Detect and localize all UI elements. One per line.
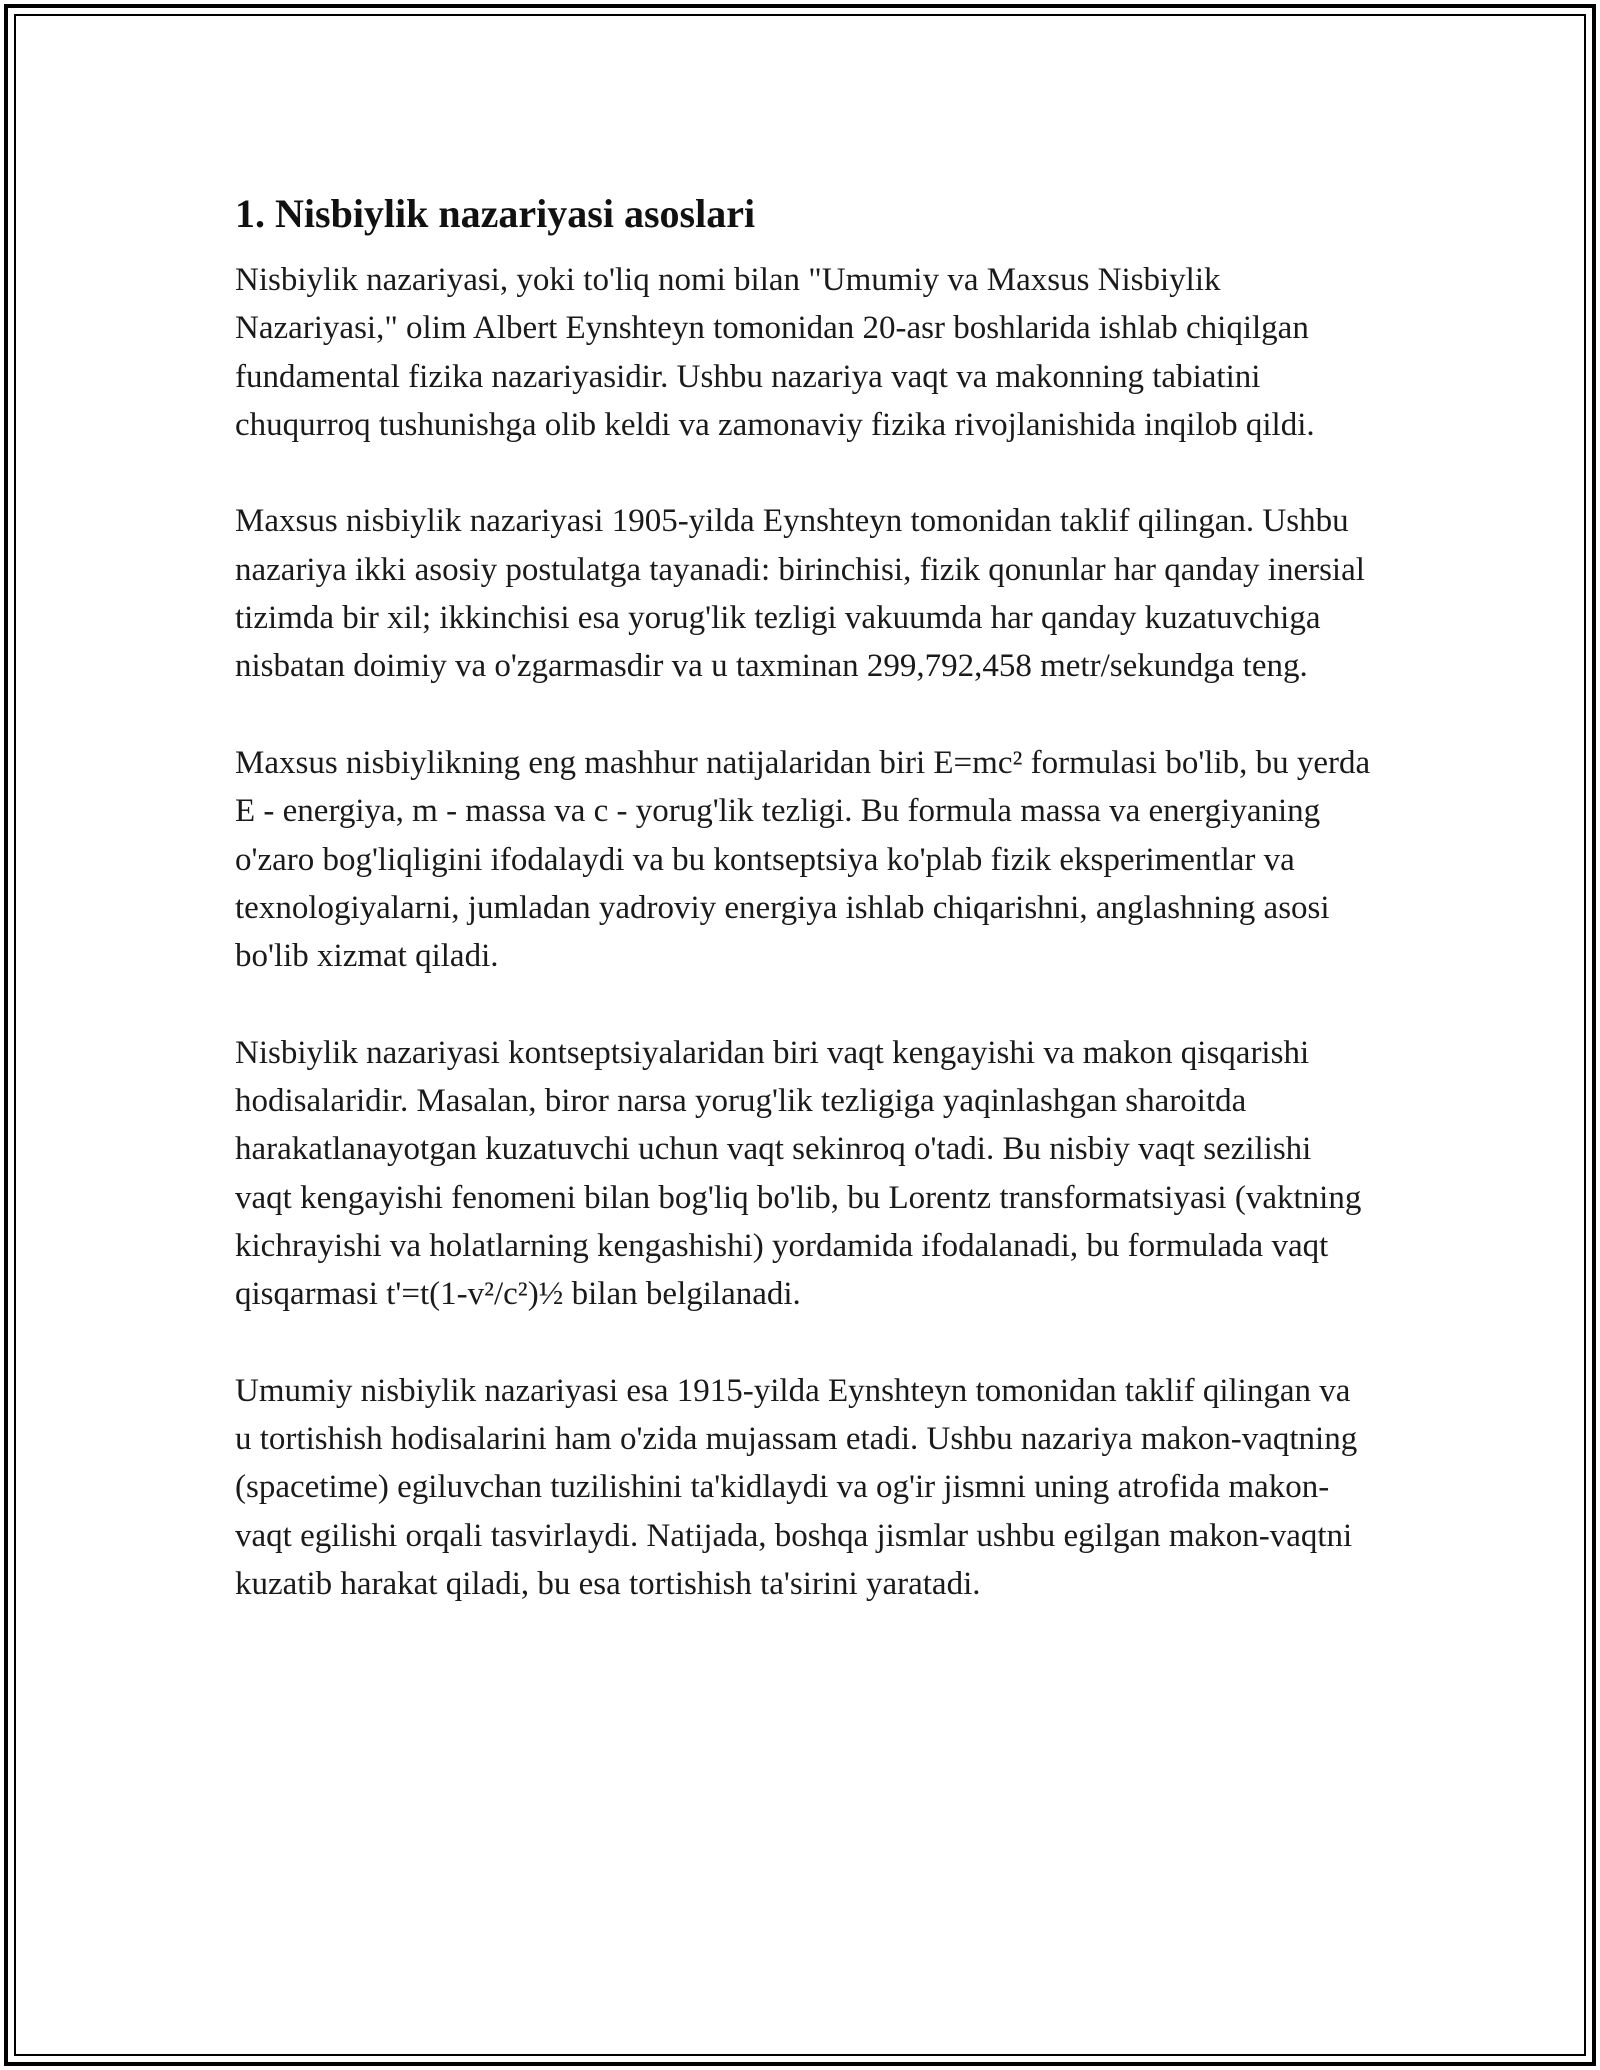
paragraph-mass-energy: Maxsus nisbiylikning eng mashhur natijalaridan biri E=mc² formulasi bo'lib, bu yerda E - energiya, m - massa va c - yorug'lik tezligi. Bu formula massa va energiyaning o'zaro bog'liqligini ifodalaydi va bu kontseptsiya ko'plab fizik eksperimentlar va texnologiyalarni, jumladan yadroviy energiya ishlab chiqarishni, anglashning asosi bo'lib xizmat qiladi. <box>235 744 1371 975</box>
paragraph-intro: Nisbiylik nazariyasi, yoki to'liq nomi bilan "Umumiy va Maxsus Nisbiylik Nazariyasi," olim Albert Eynshteyn tomonidan 20-asr boshlarida ishlab chiqilgan fundamental fizika nazariyasidir. Ushbu nazariya vaqt va makonning tabiatini chuqurroq tushunishga olib keldi va zamonaviy fizika rivojlanishida inqilob qildi. <box>235 262 1315 443</box>
paragraph-general-relativity: Umumiy nisbiylik nazariyasi esa 1915-yilda Eynshteyn tomonidan taklif qilingan va u tortishish hodisalarini ham o'zida mujassam etadi. Ushbu nazariya makon-vaqtning (spacetime) egiluvchan tuzilishini ta'kidlaydi va og'ir jismni uning atrofida makon-vaqt egilishi orqali tasvirlaydi. Natijada, boshqa jismlar ushbu egilgan makon-vaqtni kuzatib harakat qiladi, bu esa tortishish ta'sirini yaratadi. <box>235 1372 1358 1603</box>
document-body <box>235 186 1375 1657</box>
paragraph-special-relativity: Maxsus nisbiylik nazariyasi 1905-yilda Eynshteyn tomonidan taklif qilingan. Ushbu nazariya ikki asosiy postulatga tayanadi: birinchisi, fizik qonunlar har qanday inersial tizimda bir xil; ikkinchisi esa yorug'lik tezligi vakuumda har qanday kuzatuvchiga nisbatan doimiy va o'zgarmasdir va u taxminan 299,792,458 metr/sekundga teng. <box>235 503 1365 685</box>
paragraph-time-dilation: Nisbiylik nazariyasi kontseptsiyalaridan biri vaqt kengayishi va makon qisqarishi hodisalaridir. Masalan, biror narsa yorug'lik tezligiga yaqinlashgan sharoitda harakatlanayotgan kuzatuvchi uchun vaqt sekinroq o'tadi. Bu nisbiy vaqt sezilishi vaqt kengayishi fenomeni bilan bog'liq bo'lib, bu Lorentz transformatsiyasi (vaktning kichrayishi va holatlarning kengashishi) yordamida ifodalanadi, bu formulada vaqt qisqarmasi t'=t(1-v²/c²)½ bilan belgilanadi. <box>235 1034 1362 1313</box>
section-heading: 1. Nisbiylik nazariyasi asoslari <box>235 191 756 236</box>
